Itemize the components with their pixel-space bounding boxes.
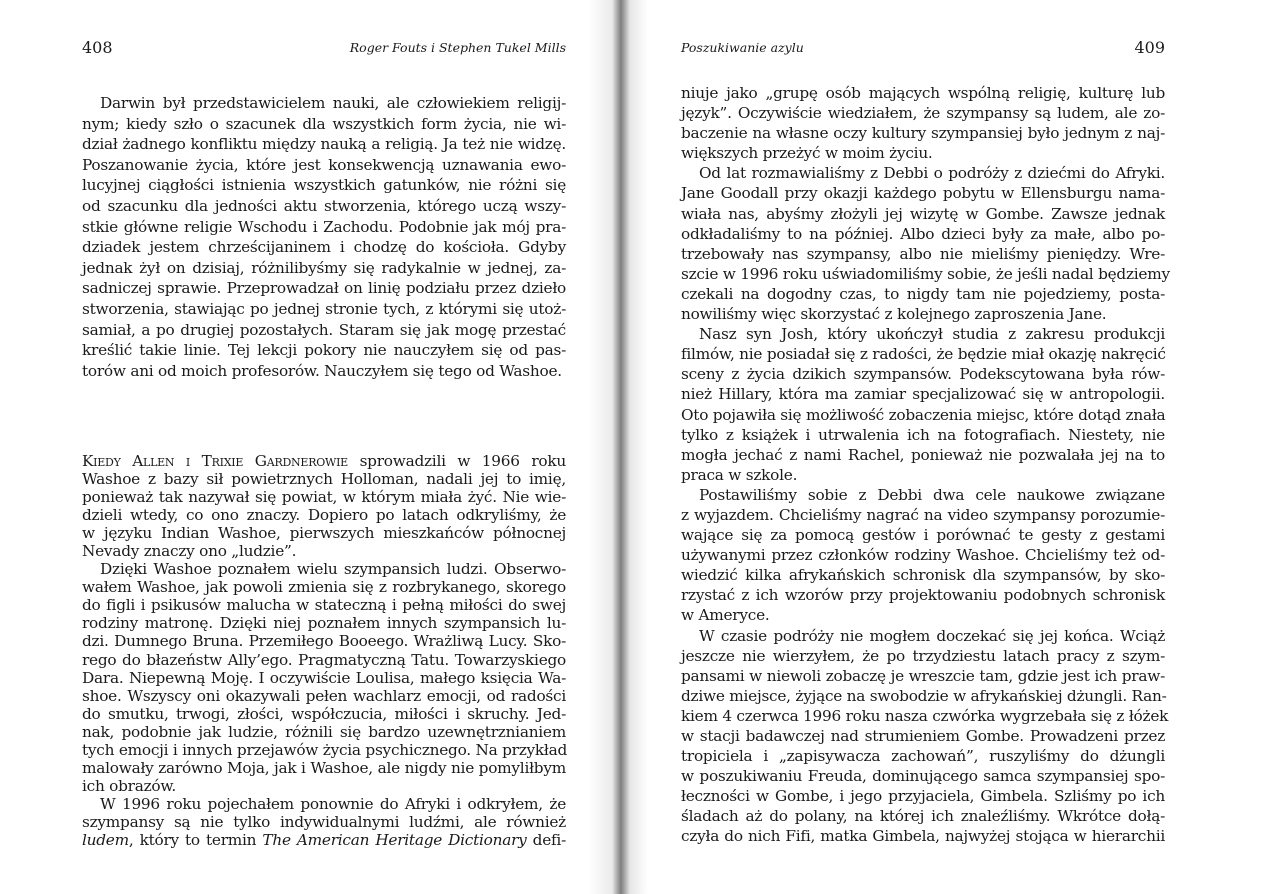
text-line: odkładaliśmy to na później. Albo dzieci były za małe, albo po- xyxy=(681,224,1165,243)
text-line: śladach aż do polany, na której ich znaleźliśmy. Wkrótce dołą- xyxy=(681,807,1165,826)
paragraph xyxy=(82,560,566,795)
text-line: praca w szkole. xyxy=(681,465,798,484)
text-line: Nasz syn Josh, który ukończył studia z zakresu produkcji xyxy=(699,325,1165,344)
running-head: Roger Fouts i Stephen Tukel Mills xyxy=(349,40,566,55)
page-number: 409 xyxy=(1134,38,1165,57)
text-line: szcie w 1996 roku uświadomiliśmy sobie, że jeśli nadal będziemy xyxy=(681,264,1170,283)
text-block xyxy=(681,83,1170,847)
text-line: z wyjazdem. Chcieliśmy nagrać na video szympansy porozumie- xyxy=(681,505,1165,524)
text-line xyxy=(82,831,566,849)
dictionary-title: The American Heritage Dictionary xyxy=(262,830,527,849)
text-line: w stacji badawczej nad strumieniem Gombe. Prowadzeni przez xyxy=(681,727,1165,745)
text-line: shoe. Wszyscy oni okazywali pełen wachlarz emocji, od radości xyxy=(82,686,566,705)
text-line: nowiliśmy więc skorzystać z kolejnego zaproszenia Jane. xyxy=(681,305,1107,324)
line-text: , który to termin xyxy=(128,830,263,849)
text-line: jednak żył on dzisiaj, różnilibyśmy się radykalnie w jednej, za- xyxy=(82,258,566,277)
text-line: ich obrazów. xyxy=(82,776,177,795)
text-line: Od lat rozmawialiśmy z Debbi o podróży z dziećmi do Afryki. xyxy=(699,164,1165,183)
text-line: dziadek jestem chrześcijaninem i chodzę do kościoła. Gdyby xyxy=(82,238,566,257)
page-number: 408 xyxy=(82,38,113,57)
text-line: filmów, nie posiadał się z radości, że będzie miał okazję nakręcić xyxy=(681,345,1166,364)
text-line: w Ameryce. xyxy=(681,606,770,625)
right-page-header xyxy=(681,38,1165,58)
text-line: kreślić takie linie. Tej lekcji pokory nie nauczyłem się od pas- xyxy=(82,341,566,360)
text-block xyxy=(82,452,566,849)
text-line: dziwe miejsce, żyjące na swobodzie w afrykańskiej dżungli. Ran- xyxy=(681,686,1167,705)
text-line: większych przeżyć w moim życiu. xyxy=(681,144,933,163)
text-line: trzebowały nas szympansy, albo nie mieliśmy pieniędzy. Wre- xyxy=(681,244,1165,263)
text-line: w poszukiwaniu Freuda, dominującego samca szympansiej spo- xyxy=(681,767,1165,786)
text-line: Dara. Niepewną Moję. I oczywiście Loulisa, małego księcia Wa- xyxy=(82,668,566,687)
text-line: lucyjnej ciągłości istnienia wszystkich gatunków, nie różni się xyxy=(82,176,566,195)
book-gutter-shadow xyxy=(588,0,648,894)
text-line: jeszcze nie wierzyłem, że po trzydziestu latach pracy z szym- xyxy=(681,646,1165,665)
left-page-header xyxy=(82,38,566,58)
text-line: używanymi przez członków rodziny Washoe. Chcieliśmy też od- xyxy=(681,546,1165,565)
text-line: tylko z książek i utrwalenia ich na fotografiach. Niestety, nie xyxy=(681,425,1165,444)
text-line: czyła do nich Fifi, matka Gimbela, najwyżej stojąca w hierarchii xyxy=(681,827,1165,846)
text-line: stworzenia, stawiając po jednej stronie tych, z którymi się utoż- xyxy=(82,299,566,318)
paragraph xyxy=(681,163,1170,324)
text-line: rego do błazeństw Ally’ego. Pragmatyczną Tatu. Towarzyskiego xyxy=(82,650,566,669)
right-page xyxy=(681,0,1170,894)
section-opening-smallcaps: Kiedy Allen i Trixie Gardnerowie xyxy=(82,452,348,470)
paragraph xyxy=(681,485,1165,626)
left-page xyxy=(82,0,566,894)
text-line: czekali na dogodny czas, to nigdy tam nie pojedziemy, posta- xyxy=(681,284,1165,303)
text-line: stkie główne religie Wschodu i Zachodu. Podobnie jak mój pra- xyxy=(82,217,566,236)
paragraph xyxy=(681,324,1165,485)
text-line: rodziny matronę. Dzięki niej poznałem innych szympansich lu- xyxy=(82,614,566,633)
text-line: tropiciela i „zapisywacza zachowań”, ruszyliśmy do dżungli xyxy=(681,747,1165,766)
text-line: niuje jako „grupę osób mających wspólną religię, kulturę lub xyxy=(681,84,1165,102)
text-line: pansami w niewoli zobaczę je wreszcie tam, gdzie jest ich praw- xyxy=(681,666,1165,685)
text-line: nak, podobnie jak ludzie, różnili się bardzo uzewnętrznianiem xyxy=(82,722,566,741)
text-line: w języku Indian Washoe, pierwszych mieszkańców północnej xyxy=(82,524,566,543)
text-line xyxy=(82,452,566,470)
paragraph xyxy=(82,452,566,560)
text-line: od szacunku dla jedności aktu stworzenia, którego uczą wszy- xyxy=(82,196,566,215)
text-line: sceny z życia dzikich szympansów. Podekscytowana była rów- xyxy=(681,365,1165,384)
text-line: tych emocji i innych przejawów życia psychicznego. Na przykład xyxy=(82,740,568,759)
text-line: dzi. Dumnego Bruna. Przemiłego Booeego. Wrażliwą Lucy. Sko- xyxy=(82,632,566,651)
text-line: kiem 4 czerwca 1996 roku nasza czwórka wygrzebała się z łóżek xyxy=(681,706,1169,725)
text-line: wiała nas, abyśmy złożyli jej wizytę w Gombe. Zawsze jednak xyxy=(681,204,1165,223)
text-line: szympansy są nie tylko indywidualnymi ludźmi, ale również xyxy=(82,812,566,831)
text-line: W 1996 roku pojechałem ponownie do Afryki i odkryłem, że xyxy=(100,794,566,813)
text-line: rzystać z ich wzorów przy projektowaniu podobnych schronisk xyxy=(681,586,1165,605)
text-line: wające się za pomocą gestów i porównać te gesty z gestami xyxy=(681,526,1165,545)
text-line: nym; kiedy szło o szacunek dla wszystkich form życia, nie wi- xyxy=(82,114,566,133)
italic-term: ludem xyxy=(82,830,129,849)
text-line: Dzięki Washoe poznałem wielu szympansich ludzi. Obserwo- xyxy=(100,560,566,579)
text-block xyxy=(82,93,566,381)
text-line: W czasie podróży nie mogłem doczekać się jej końca. Wciąż xyxy=(699,626,1165,645)
text-line: Nevady znaczy ono „ludzie”. xyxy=(82,542,297,561)
paragraph xyxy=(82,795,566,849)
text-line: samiał, a po drugiej pozostałych. Staram się jak mogę przestać xyxy=(82,320,566,339)
text-line: Poszanowanie życia, które jest konsekwencją uznawania ewo- xyxy=(82,155,566,174)
text-line: dział żadnego konfliktu między nauką a religią. Ja też nie widzę. xyxy=(82,135,566,154)
paragraph xyxy=(82,93,566,381)
line-text: sprowadzili w 1966 roku xyxy=(347,452,566,470)
text-line: mogła jechać z nami Rachel, ponieważ nie pozwalała jej na to xyxy=(681,445,1165,464)
text-line: baczenie na własne oczy kultury szympansiej było jednym z naj- xyxy=(681,124,1165,143)
running-head: Poszukiwanie azylu xyxy=(681,40,804,55)
text-line: torów ani od moich profesorów. Nauczyłem się tego od Washoe. xyxy=(82,361,562,380)
text-line: Darwin był przedstawicielem nauki, ale człowiekiem religij- xyxy=(100,94,566,112)
paragraph xyxy=(681,626,1169,847)
text-line: do figli i psikusów malucha w stateczną i pełną miłości do swej xyxy=(82,596,566,615)
text-line: Postawiliśmy sobie z Debbi dwa cele naukowe związane xyxy=(699,485,1165,504)
text-line: Oto pojawiła się możliwość zobaczenia miejsc, które dotąd znała xyxy=(681,405,1166,424)
text-line: łeczności w Gombe, i jego przyjaciela, Gimbela. Szliśmy po ich xyxy=(681,787,1165,806)
paragraph xyxy=(681,83,1165,163)
line-text: defi- xyxy=(526,830,566,849)
text-line: dzieli wtedy, co ono znaczy. Dopiero po latach odkryliśmy, że xyxy=(82,506,566,525)
text-line: Washoe z bazy sił powietrznych Holloman, nadali jej to imię, xyxy=(82,470,566,489)
text-line: malowały zarówno Moja, jak i Washoe, ale nigdy nie pomyliłbym xyxy=(82,758,566,777)
text-line: ponieważ tak nazywał się powiat, w którym miała żyć. Nie wie- xyxy=(82,488,566,507)
text-line: nież Hillary, która ma zamiar specjalizować się w antropologii. xyxy=(681,385,1165,404)
text-line: do smutku, trwogi, złości, współczucia, miłości i skruchy. Jed- xyxy=(82,704,566,723)
text-line: Jane Goodall przy okazji każdego pobytu w Ellensburgu nama- xyxy=(681,184,1165,203)
text-line: język”. Oczywiście wiedziałem, że szympansy są ludem, ale zo- xyxy=(681,104,1165,123)
text-line: sadniczej sprawie. Przeprowadzał on linię podziału przez dzieło xyxy=(82,279,566,298)
text-line: wałem Washoe, jak powoli zmienia się z rozbrykanego, skorego xyxy=(82,578,566,597)
text-line: wiedzić kilka afrykańskich schronisk dla szympansów, by sko- xyxy=(681,566,1165,585)
